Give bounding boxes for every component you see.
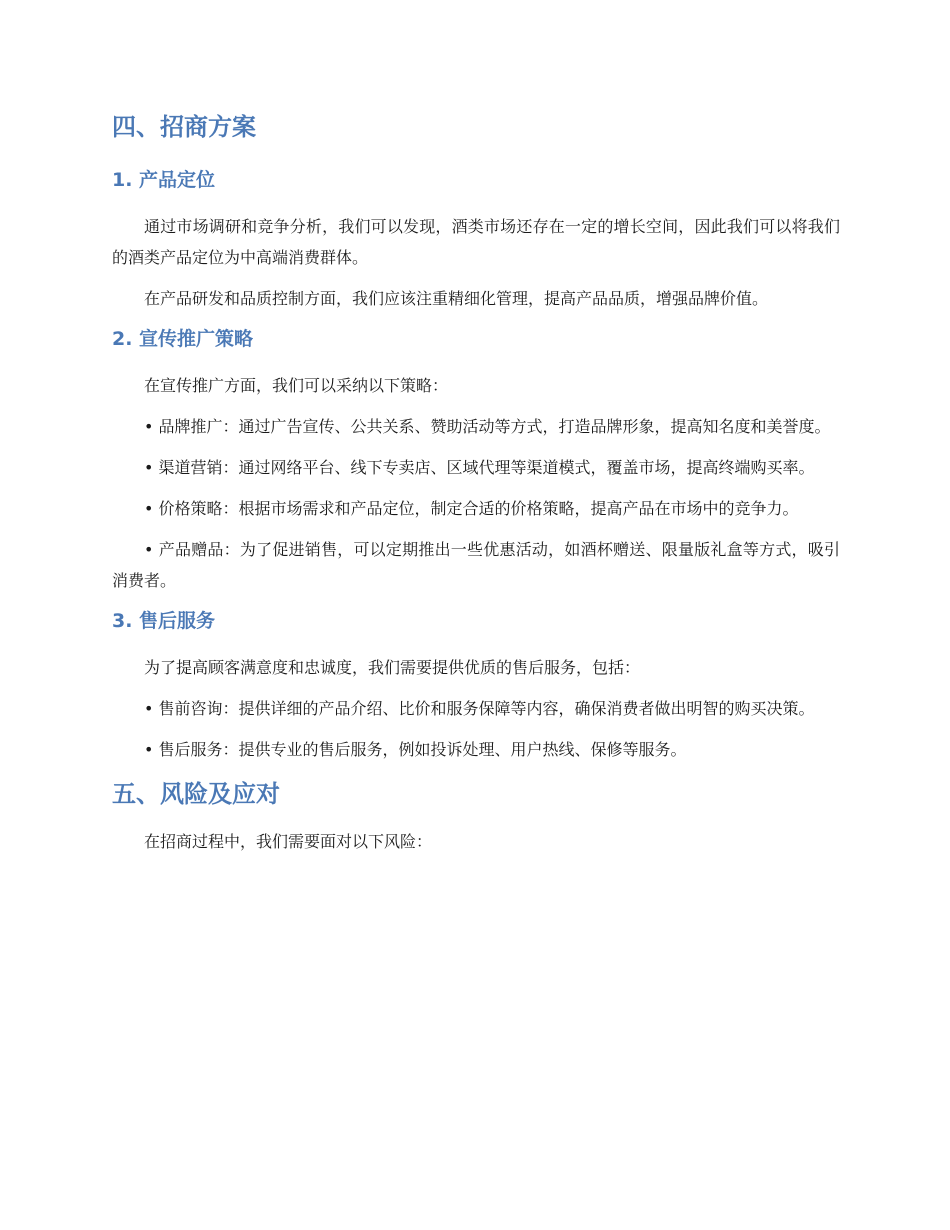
subsection-2-heading: 2. 宣传推广策略 — [112, 328, 254, 350]
paragraph: 在宣传推广方面，我们可以采纳以下策略： — [144, 376, 449, 395]
section-5-heading: 五、风险及应对 — [112, 780, 280, 808]
paragraph: 在招商过程中，我们需要面对以下风险： — [144, 832, 433, 851]
subsection-1-heading: 1. 产品定位 — [112, 169, 216, 191]
section-4-heading: 四、招商方案 — [112, 113, 256, 141]
document-page — [112, 100, 840, 857]
paragraph: 通过市场调研和竞争分析，我们可以发现，酒类市场还存在一定的增长空间，因此我们可以将我们的酒类产品定位为中高端消费群体。 — [112, 217, 840, 267]
list-item: • 价格策略：根据市场需求和产品定位，制定合适的价格策略，提高产品在市场中的竞争力。 — [144, 499, 799, 518]
subsection-3-heading: 3. 售后服务 — [112, 610, 216, 632]
paragraph: 为了提高顾客满意度和忠诚度，我们需要提供优质的售后服务，包括： — [144, 658, 641, 677]
list-item: • 产品赠品：为了促进销售，可以定期推出一些优惠活动，如酒杯赠送、限量版礼盒等方式，吸引消费者。 — [112, 540, 840, 590]
paragraph: 在产品研发和品质控制方面，我们应该注重精细化管理，提高产品品质，增强品牌价值。 — [144, 289, 769, 308]
list-item: • 售前咨询：提供详细的产品介绍、比价和服务保障等内容，确保消费者做出明智的购买决策。 — [144, 699, 815, 718]
list-item: • 渠道营销：通过网络平台、线下专卖店、区域代理等渠道模式，覆盖市场，提高终端购买率。 — [144, 458, 815, 477]
list-item: • 售后服务：提供专业的售后服务，例如投诉处理、用户热线、保修等服务。 — [144, 740, 687, 759]
list-item: • 品牌推广：通过广告宣传、公共关系、赞助活动等方式，打造品牌形象，提高知名度和美誉度。 — [144, 417, 831, 436]
